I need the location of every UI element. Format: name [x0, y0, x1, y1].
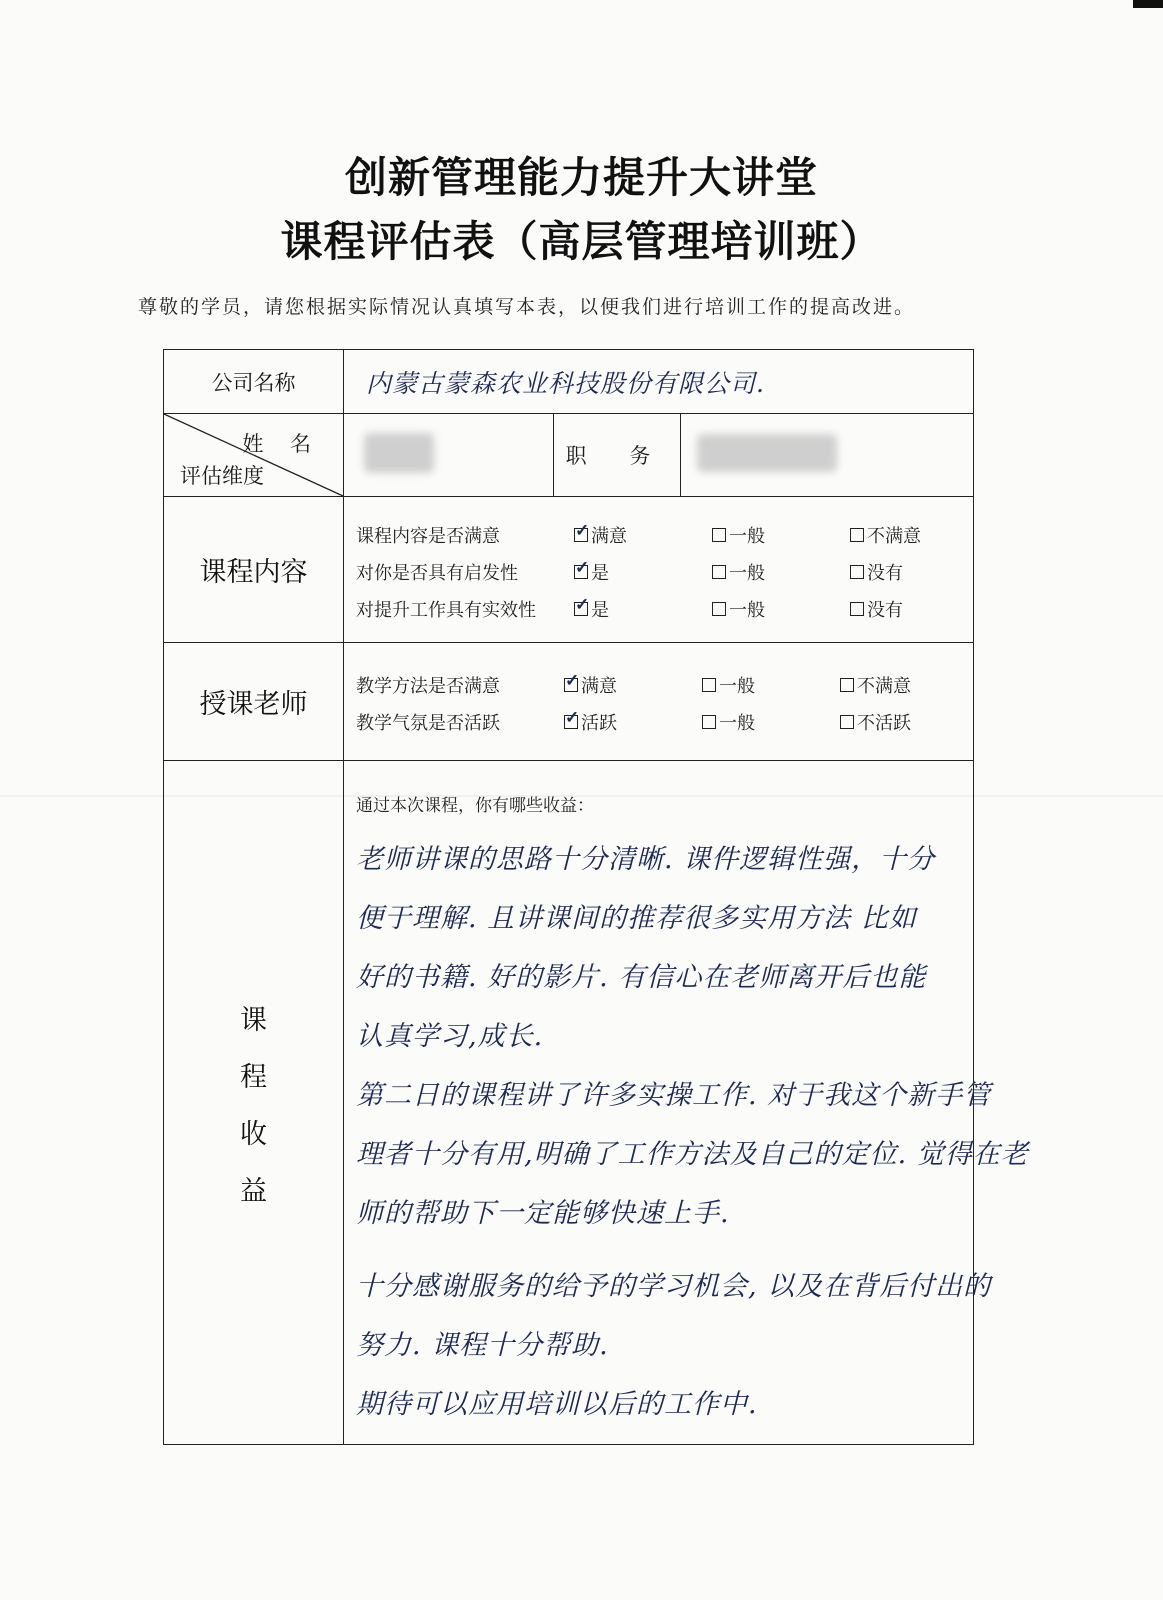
person-row	[164, 414, 974, 497]
name-field[interactable]	[344, 414, 554, 497]
handwritten-line: 理者十分有用,明确了工作方法及自己的定位. 觉得在老	[356, 1139, 1029, 1170]
course-content-questions	[344, 497, 974, 643]
question-row	[356, 553, 973, 590]
checkbox-checked-icon: ✓	[575, 557, 590, 578]
checkbox-checked-icon: ✓	[575, 594, 590, 615]
checkbox-checked-icon: ✓	[565, 671, 580, 691]
company-name-field[interactable]: 内蒙古蒙森农业科技股份有限公司.	[344, 350, 974, 414]
form-title-line1: 创新管理能力提升大讲堂	[344, 153, 818, 202]
question-row	[356, 516, 973, 553]
teacher-questions	[344, 643, 974, 761]
question-row	[356, 667, 973, 704]
option[interactable]: 一般	[712, 522, 850, 548]
form-title-line2: 课程评估表（高层管理培训班）	[280, 217, 883, 266]
form-intro: 尊敬的学员，请您根据实际情况认真填写本表，以便我们进行培训工作的提高改进。	[138, 296, 916, 318]
handwritten-line: 十分感谢服务的给予的学习机会, 以及在背后付出的	[356, 1271, 992, 1302]
question-row	[356, 704, 973, 741]
teacher-label: 授课老师	[164, 643, 344, 761]
option-checked[interactable]: ✓ 满意	[565, 671, 617, 697]
checkbox-icon	[850, 528, 864, 542]
evaluation-table	[163, 349, 1029, 1445]
option[interactable]: 一般	[702, 672, 840, 698]
checkbox-icon	[702, 678, 716, 692]
dimension-label: 评估维度	[180, 464, 264, 488]
checkbox-icon	[702, 715, 716, 729]
name-label: 姓 名	[242, 432, 321, 456]
question-text: 教学方法是否满意	[356, 676, 500, 697]
redacted-role	[697, 434, 837, 472]
gains-label-cell	[164, 761, 344, 1445]
gains-row	[164, 761, 974, 1445]
option[interactable]: 不满意	[850, 522, 921, 548]
teacher-row	[164, 643, 974, 761]
question-text: 对提升工作具有实效性	[356, 599, 536, 621]
option[interactable]: 没有	[850, 559, 903, 585]
question-row	[356, 590, 973, 627]
option-checked[interactable]: ✓ 是	[575, 557, 609, 584]
role-label: 职 务	[554, 414, 681, 497]
handwritten-line: 老师讲课的思路十分清晰. 课件逻辑性强，十分	[356, 844, 936, 875]
company-label: 公司名称	[164, 350, 344, 414]
handwritten-line: 认真学习,成长.	[356, 1021, 544, 1052]
handwritten-line: 期待可以应用培训以后的工作中.	[356, 1389, 758, 1420]
checkbox-icon	[712, 565, 726, 579]
checkbox-checked-icon: ✓	[565, 708, 580, 728]
gains-prompt: 通过本次课程，你有哪些收益：	[356, 796, 594, 816]
handwritten-line: 师的帮助下一定能够快速上手.	[356, 1198, 730, 1229]
option-checked[interactable]: ✓ 活跃	[565, 708, 617, 734]
checkbox-icon	[850, 565, 864, 579]
option[interactable]: 没有	[850, 596, 903, 622]
handwritten-line: 便于理解. 且讲课间的推荐很多实用方法 比如	[356, 903, 917, 934]
gains-field[interactable]	[344, 761, 1029, 1445]
handwritten-line: 好的书籍. 好的影片. 有信心在老师离开后也能	[356, 962, 927, 993]
question-text: 课程内容是否满意	[356, 525, 500, 547]
option-checked[interactable]: ✓ 满意	[575, 520, 627, 547]
scan-edge-mark	[1133, 0, 1163, 8]
option-checked[interactable]: ✓ 是	[575, 594, 609, 621]
checkbox-icon	[840, 715, 854, 729]
option[interactable]: 一般	[712, 596, 850, 622]
question-text: 对你是否具有启发性	[356, 562, 518, 584]
redacted-name	[364, 433, 434, 473]
option[interactable]: 一般	[712, 559, 850, 585]
handwritten-line: 第二日的课程讲了许多实操工作. 对于我这个新手管	[356, 1080, 992, 1111]
checkbox-checked-icon: ✓	[575, 520, 590, 541]
diagonal-header-cell	[164, 414, 344, 497]
course-content-label: 课程内容	[164, 497, 344, 643]
checkbox-icon	[840, 678, 854, 692]
course-content-row	[164, 497, 974, 643]
handwritten-line: 努力. 课程十分帮助.	[356, 1330, 609, 1361]
option[interactable]: 不满意	[840, 672, 911, 698]
option[interactable]: 一般	[702, 709, 840, 735]
company-row	[164, 350, 974, 414]
role-field[interactable]	[681, 414, 974, 497]
question-text: 教学气氛是否活跃	[356, 713, 500, 734]
option[interactable]: 不活跃	[840, 709, 911, 735]
gains-label: 课 程 收 益	[240, 1004, 267, 1207]
checkbox-icon	[712, 602, 726, 616]
checkbox-icon	[712, 528, 726, 542]
checkbox-icon	[850, 602, 864, 616]
